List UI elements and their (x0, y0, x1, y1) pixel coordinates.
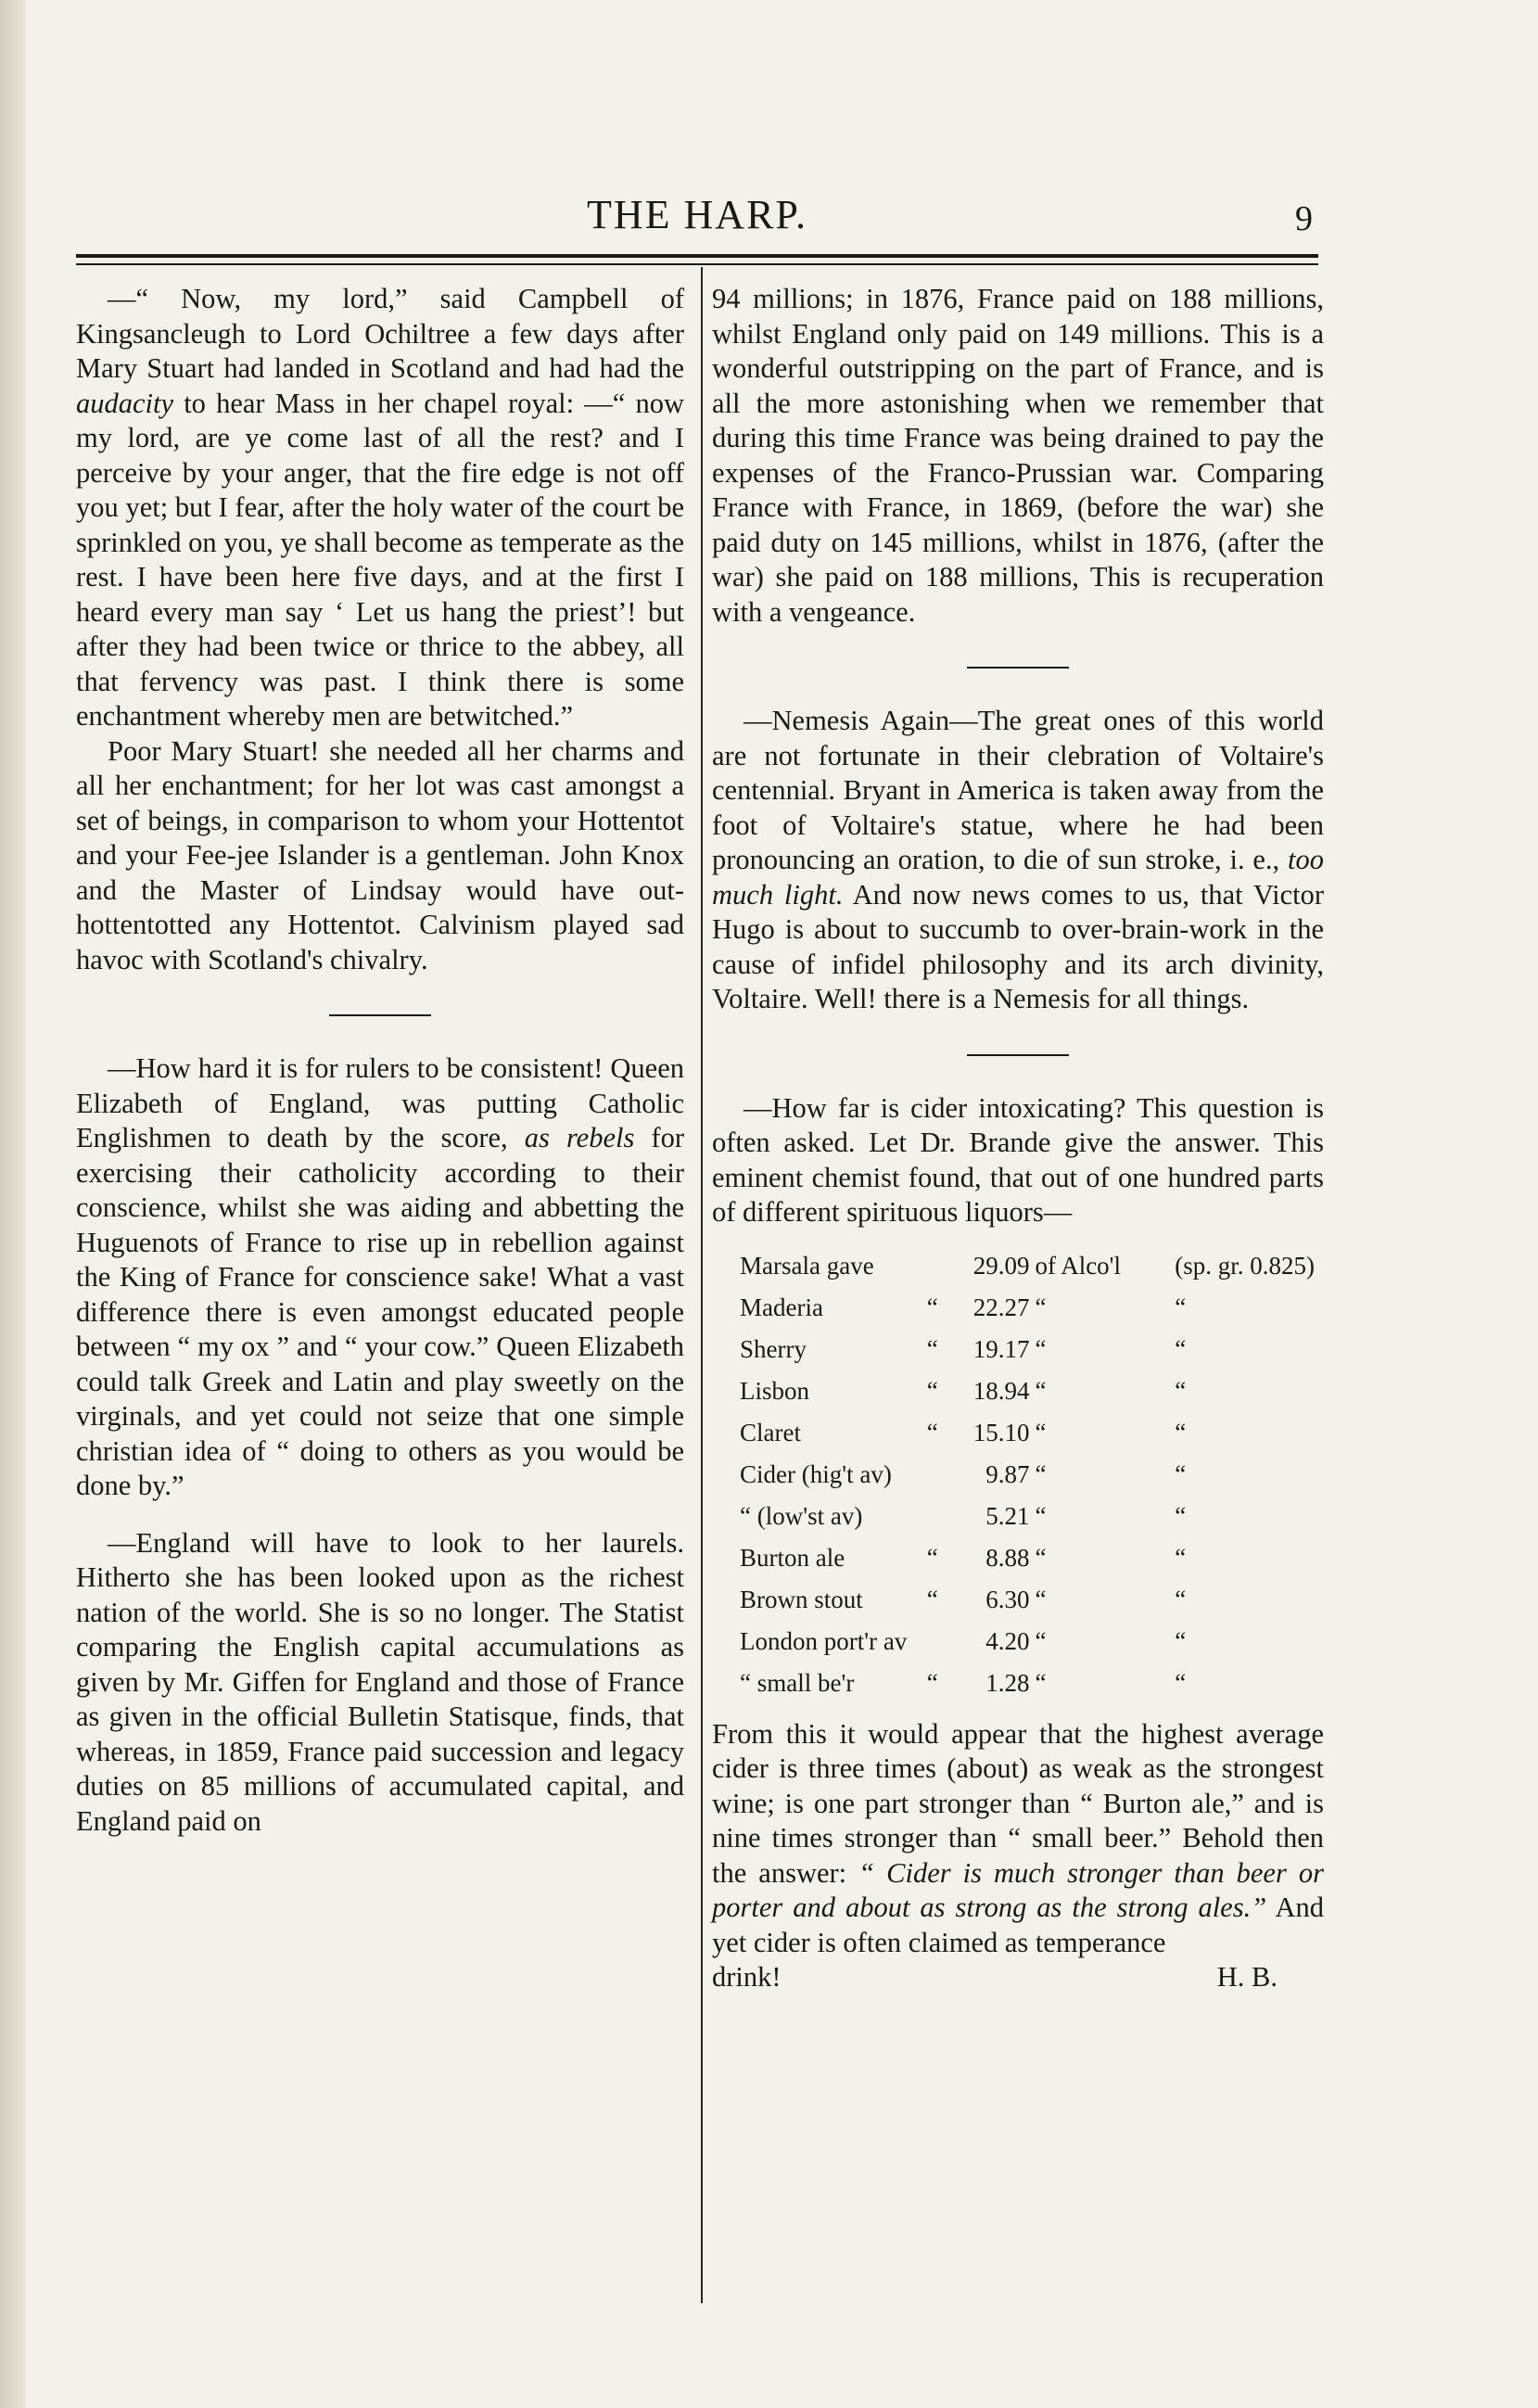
article-rulers (76, 1051, 684, 1504)
alcohol-value: 19.17 (972, 1334, 1030, 1363)
specific-gravity: “ (1175, 1293, 1187, 1321)
unit-label: “ (1035, 1626, 1047, 1655)
ditto-mark: “ (926, 1376, 938, 1405)
liquor-name: Maderia (740, 1293, 823, 1321)
author-signature: H. B. (1216, 1961, 1277, 1993)
specific-gravity: “ (1175, 1585, 1187, 1613)
article-gap (76, 1504, 684, 1526)
unit-label: “ (1035, 1501, 1047, 1530)
publication-title: THE HARP. (586, 192, 808, 237)
closing-word: drink! (712, 1961, 782, 1993)
alcohol-table-body (740, 1245, 1324, 1704)
article-cider (712, 1091, 1324, 1995)
article-paragraph: From this it would appear that the highest average cider is three times (about) as weak as the strongest wine; is one part stronger than “ Burton ale,” and is nine times stronger than “ small beer.” Behold then the answer: “ Cider is much stronger than beer or porter and about as strong as the strong ales.” And yet cider is often claimed as temperance (712, 1717, 1325, 1958)
unit-label: “ (1035, 1585, 1047, 1613)
specific-gravity: “ (1175, 1668, 1187, 1697)
alcohol-value: 1.28 (985, 1668, 1030, 1697)
specific-gravity: “ (1175, 1334, 1187, 1363)
specific-gravity: (sp. gr. 0.825) (1175, 1251, 1315, 1280)
unit-label: “ (1035, 1459, 1047, 1488)
liquor-name: Lisbon (740, 1376, 810, 1405)
unit-label: “ (1035, 1668, 1047, 1697)
table-row (740, 1412, 1324, 1454)
alcohol-value: 15.10 (972, 1418, 1030, 1446)
alcohol-value: 5.21 (985, 1501, 1030, 1530)
ditto-mark: “ (926, 1585, 938, 1613)
page-number: 9 (1295, 199, 1313, 238)
ditto-mark: “ (926, 1293, 938, 1321)
ditto-mark (923, 1245, 950, 1287)
unit-label: “ (1035, 1418, 1047, 1446)
alcohol-value: 29.09 (972, 1251, 1030, 1280)
liquor-name: London port'r av (740, 1626, 908, 1655)
page-header (76, 185, 1318, 250)
liquor-name: “ small be'r (740, 1668, 855, 1697)
unit-label: of Alco'l (1035, 1251, 1122, 1280)
article-signoff (712, 1960, 1324, 1995)
unit-label: “ (1035, 1293, 1047, 1321)
unit-label: “ (1035, 1334, 1047, 1363)
article-paragraph: —Nemesis Again—The great ones of this world are not fortunate in their clebration of Voltaire's centennial. Bryant in America is taken away from the foot of Voltaire's statue, where he had been pronouncing an oration, to die of sun stroke, i. e., too much light. And now news comes to us, that Victor Hugo is about to succumb to over-brain-work in the cause of infidel philosophy and its arch divinity, Voltaire. Well! there is a Nemesis for all things. (712, 705, 1324, 1014)
specific-gravity: “ (1175, 1459, 1187, 1488)
ditto-mark (923, 1454, 950, 1496)
ditto-mark (923, 1496, 950, 1537)
table-row (740, 1496, 1324, 1537)
article-continuation: 94 millions; in 1876, France paid on 188 millions, whilst England only paid on 149 millions. This is a wonderful outstripping on the part of France, and is all the more astonishing when we remember that during this time France was being drained to pay the expenses of the Franco-Prussian war. Comparing France with France, in 1869, (before the war) she paid duty on 145 millions, whilst in 1876, (after the war) she paid on 188 millions, This is recuperation with a vengeance. (712, 283, 1324, 628)
liquor-name: Burton ale (740, 1543, 845, 1572)
unit-label: “ (1035, 1543, 1047, 1572)
liquor-name: Cider (hig't av) (740, 1459, 892, 1488)
liquor-name: “ (low'st av) (740, 1501, 863, 1530)
ditto-mark: “ (926, 1668, 938, 1697)
table-row (740, 1454, 1324, 1496)
binding-edge (0, 0, 26, 2408)
alcohol-value: 18.94 (972, 1376, 1030, 1405)
article-separator (967, 667, 1069, 669)
article-nemesis (712, 704, 1324, 1017)
right-column (712, 282, 1324, 1995)
article-campbell (76, 282, 684, 977)
specific-gravity: “ (1175, 1501, 1187, 1530)
ditto-mark: “ (926, 1334, 938, 1363)
left-column (76, 282, 684, 1839)
table-row (740, 1370, 1324, 1412)
unit-label: “ (1035, 1376, 1047, 1405)
alcohol-value: 6.30 (985, 1585, 1030, 1613)
specific-gravity: “ (1175, 1418, 1187, 1446)
emphasis-text: audacity (76, 387, 174, 419)
alcohol-value: 9.87 (985, 1459, 1030, 1488)
table-row (740, 1663, 1324, 1704)
alcohol-value: 4.20 (985, 1626, 1030, 1655)
liquor-name: Brown stout (740, 1585, 863, 1613)
ditto-mark (923, 1621, 950, 1663)
alcohol-value: 8.88 (985, 1543, 1030, 1572)
article-paragraph: —How hard it is for rulers to be consistent! Queen Elizabeth of England, was putting Catholic Englishmen to death by the score, as rebels for exercising their catholicity according to their conscience, whilst she was aiding and abbetting the Huguenots of France to rise up in rebellion against the King of France for conscience sake! What a vast difference there is even amongst educated people between “ my ox ” and “ your cow.” Queen Elizabeth could talk Greek and Latin and play sweetly on the virginals, and yet could not seize that one simple christian idea of “ doing to others as you would be done by.” (76, 1052, 684, 1501)
article-england (76, 1526, 684, 1840)
specific-gravity: “ (1175, 1626, 1187, 1655)
alcohol-content-table (740, 1245, 1324, 1704)
emphasis-text: as rebels (524, 1122, 635, 1153)
article-paragraph: —“ Now, my lord,” said Campbell of Kingsancleugh to Lord Ochiltree a few days after Mary Stuart had landed in Scotland and had had the audacity to hear Mass in her chapel royal: —“ now my lord, are ye come last of all the rest? and I perceive by your anger, that the fire edge is not off you yet; but I fear, after the holy water of the court be sprinkled on you, ye shall become as temperate as the rest. I have been here five days, and at the first I heard every man say ‘ Let us hang the priest’! but after they had been twice or thrice to the abbey, all that fervency was past. I think there is some enchantment whereby men are betwitched.” (76, 283, 684, 732)
specific-gravity: “ (1175, 1376, 1187, 1405)
table-row (740, 1287, 1324, 1329)
article-separator (967, 1054, 1069, 1056)
table-row (740, 1579, 1324, 1621)
header-rule-thin (76, 263, 1318, 265)
table-row (740, 1245, 1324, 1287)
table-row (740, 1621, 1324, 1663)
ditto-mark: “ (926, 1418, 938, 1446)
article-separator (329, 1014, 431, 1016)
article-paragraph: —England will have to look to her laurels. Hitherto she has been looked upon as the richest nation of the world. She is so no longer. The Statist comparing the English capital accumulations as given by Mr. Giffen for England and those of France as given in the official Bulletin Statisque, finds, that whereas, in 1859, France paid succession and legacy duties on 85 millions of accumulated capital, and England paid on (76, 1526, 684, 1837)
emphasis-text: “ Cider is much stronger than beer or porter and about as strong as the strong ales.” (712, 1856, 1324, 1923)
article-paragraph: Poor Mary Stuart! she needed all her charms and all her enchantment; for her lot was cast amongst a set of beings, in comparison to whom your Hottentot and your Fee-jee Islander is a gentleman. John Knox and the Master of Lindsay would have out-hottentotted any Hottentot. Calvinism played sad havoc with Scotland's chivalry. (76, 734, 684, 975)
table-row (740, 1329, 1324, 1370)
emphasis-text: too much light. (712, 844, 1324, 911)
ditto-mark: “ (926, 1543, 938, 1572)
liquor-name: Marsala gave (740, 1251, 874, 1280)
specific-gravity: “ (1175, 1543, 1187, 1572)
table-row (740, 1537, 1324, 1579)
header-rule-thick (76, 254, 1318, 258)
alcohol-value: 22.27 (972, 1293, 1030, 1321)
liquor-name: Claret (740, 1418, 801, 1446)
article-paragraph: —How far is cider intoxicating? This question is often asked. Let Dr. Brande give the answer. This eminent chemist found, that out of one hundred parts of different spirituous liquors— (712, 1091, 1324, 1228)
liquor-name: Sherry (740, 1334, 807, 1363)
column-divider (701, 267, 703, 2303)
